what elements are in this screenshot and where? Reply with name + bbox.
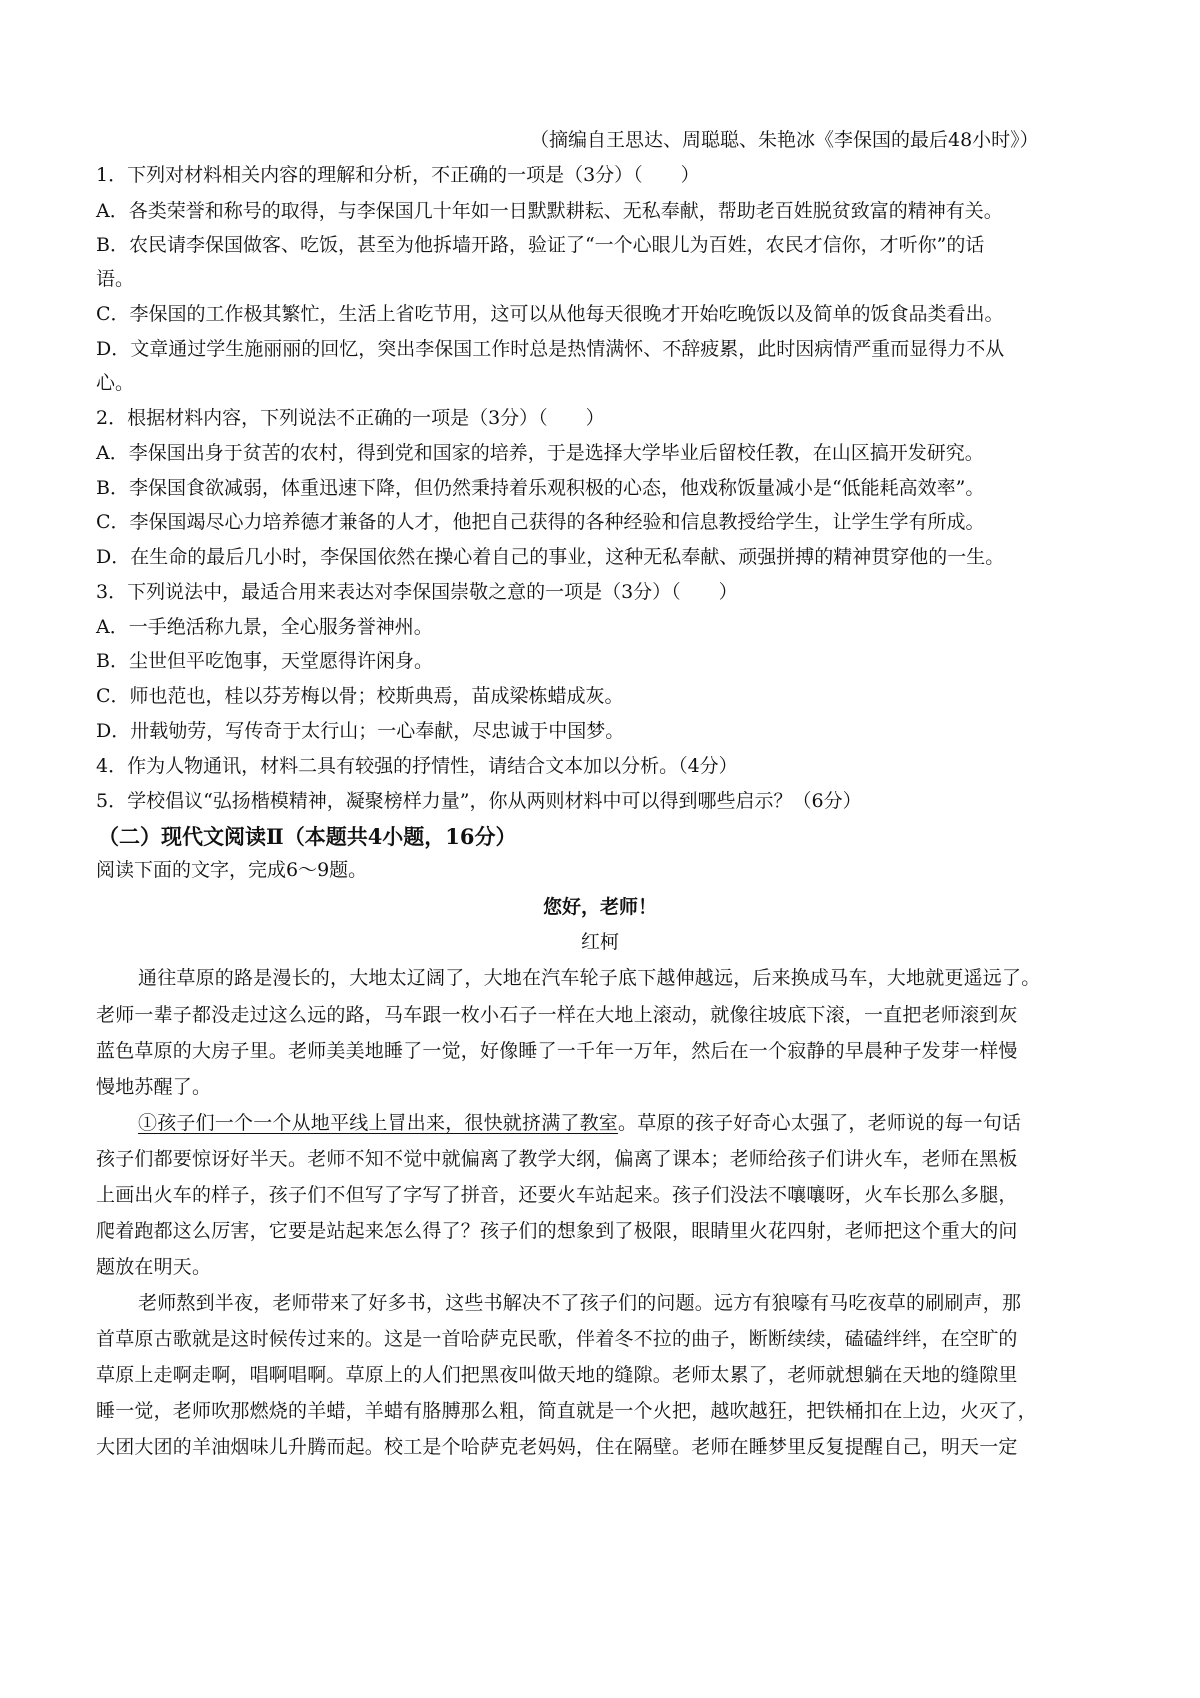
paragraph-3-line: 大团大团的羊油烟味儿升腾而起。校工是个哈萨克老妈妈，住在隔壁。老师在睡梦里反复提醒自己，明天一定 (96, 1436, 1018, 1458)
paragraph-2-line: 上画出火车的样子，孩子们不但写了字写了拼音，还要火车站起来。孩子们没法不嚷嚷呀，火车长那么多腿， (96, 1184, 1018, 1206)
question-2-option-b: B．李保国食欲减弱，体重迅速下降，但仍然秉持着乐观积极的心态，他戏称饭量减小是“低能耗高效率”。 (96, 477, 985, 499)
source-citation: （摘编自王思达、周聪聪、朱艳冰《李保国的最后48小时》） (530, 129, 1039, 151)
paragraph-3-line: 首草原古歌就是这时候传过来的。这是一首哈萨克民歌，伴着冬不拉的曲子，断断续续，磕磕绊绊，在空旷的 (96, 1328, 1018, 1350)
paragraph-1-line: 蓝色草原的大房子里。老师美美地睡了一觉，好像睡了一千年一万年，然后在一个寂静的早晨种子发芽一样慢 (96, 1040, 1018, 1062)
question-1-option-a: A．各类荣誉和称号的取得，与李保国几十年如一日默默耕耘、无私奉献，帮助老百姓脱贫致富的精神有关。 (96, 200, 1003, 222)
question-3-option-a: A．一手绝活称九景，全心服务誉神州。 (96, 616, 433, 638)
paragraph-2-line: 题放在明天。 (96, 1256, 212, 1278)
paragraph-3-line: 睡一觉，老师吹那燃烧的羊蜡，羊蜡有胳膊那么粗，简直就是一个火把，越吹越狂，把铁桶扣在上边，火灭了， (96, 1400, 1037, 1422)
underlined-sentence-1: ①孩子们一个一个从地平线上冒出来，很快就挤满了教室 (138, 1112, 619, 1134)
question-1-option-b-cont: 语。 (96, 268, 135, 290)
section-instruction: 阅读下面的文字，完成6～9题。 (96, 859, 368, 881)
question-2-option-d: D．在生命的最后几小时，李保国依然在操心着自己的事业，这种无私奉献、顽强拼搏的精神贯穿他的一生。 (96, 546, 1005, 568)
paragraph-2-first-line-rest: 。草原的孩子好奇心太强了，老师说的每一句话 (618, 1112, 1022, 1134)
question-3-option-c: C．师也范也，桂以芬芳梅以骨；校斯典焉，苗成梁栋蜡成灰。 (96, 685, 624, 707)
question-2-option-c: C．李保国竭尽心力培养德才兼备的人才，他把自己获得的各种经验和信息教授给学生，让学生学有所成。 (96, 511, 985, 533)
question-1-option-d: D．文章通过学生施丽丽的回忆，突出李保国工作时总是热情满怀、不辞疲累，此时因病情严重而显得力不从 (96, 338, 1005, 360)
paragraph-2-first-line (138, 1114, 1021, 1133)
question-2-option-a: A．李保国出身于贫苦的农村，得到党和国家的培养，于是选择大学毕业后留校任教，在山区搞开发研究。 (96, 442, 984, 464)
question-3-option-d: D．卅载劬劳，写传奇于太行山；一心奉献，尽忠诚于中国梦。 (96, 720, 625, 742)
question-3-stem: 3．下列说法中，最适合用来表达对李保国崇敬之意的一项是（3分）（ ） (96, 581, 738, 603)
story-author: 红柯 (580, 931, 619, 953)
question-2-stem: 2．根据材料内容，下列说法不正确的一项是（3分）（ ） (96, 407, 605, 429)
question-5: 5．学校倡议“弘扬楷模精神，凝聚榜样力量”，你从两则材料中可以得到哪些启示？（6分） (96, 790, 862, 812)
paragraph-3-line: 草原上走啊走啊，唱啊唱啊。草原上的人们把黑夜叫做天地的缝隙。老师太累了，老师就想躺在天地的缝隙里 (96, 1364, 1018, 1386)
question-3-option-b: B．尘世但平吃饱事，天堂愿得许闲身。 (96, 650, 433, 672)
question-1-option-d-cont: 心。 (96, 372, 135, 394)
paragraph-2-line: 爬着跑都这么厉害，它要是站起来怎么得了？孩子们的想象到了极限，眼睛里火花四射，老师把这个重大的问 (96, 1220, 1018, 1242)
paragraph-1-line: 通往草原的路是漫长的，大地太辽阔了，大地在汽车轮子底下越伸越远，后来换成马车，大地就更遥远了。 (138, 967, 1041, 989)
question-1-option-b: B．农民请李保国做客、吃饭，甚至为他拆墙开路，验证了“一个心眼儿为百姓，农民才信你，才听你”的话 (96, 234, 985, 256)
paragraph-1-line: 慢地苏醒了。 (96, 1076, 212, 1098)
question-4: 4．作为人物通讯，材料二具有较强的抒情性，请结合文本加以分析。（4分） (96, 755, 738, 777)
question-1-option-c: C．李保国的工作极其繁忙，生活上省吃节用，这可以从他每天很晚才开始吃晚饭以及简单的饭食品类看出。 (96, 303, 1004, 325)
story-title: 您好，老师！ (542, 896, 657, 918)
paragraph-1-line: 老师一辈子都没走过这么远的路，马车跟一枚小石子一样在大地上滚动，就像往坡底下滚，一直把老师滚到灰 (96, 1004, 1018, 1026)
paragraph-2-line: 孩子们都要惊讶好半天。老师不知不觉中就偏离了教学大纲，偏离了课本；老师给孩子们讲火车，老师在黑板 (96, 1148, 1018, 1170)
section-heading: （二）现代文阅读Ⅱ（本题共4小题，16分） (98, 824, 517, 849)
paragraph-3-line: 老师熬到半夜，老师带来了好多书，这些书解决不了孩子们的问题。远方有狼嚎有马吃夜草的刷刷声，那 (138, 1292, 1022, 1314)
question-1-stem: 1．下列对材料相关内容的理解和分析，不正确的一项是（3分）（ ） (96, 164, 700, 186)
